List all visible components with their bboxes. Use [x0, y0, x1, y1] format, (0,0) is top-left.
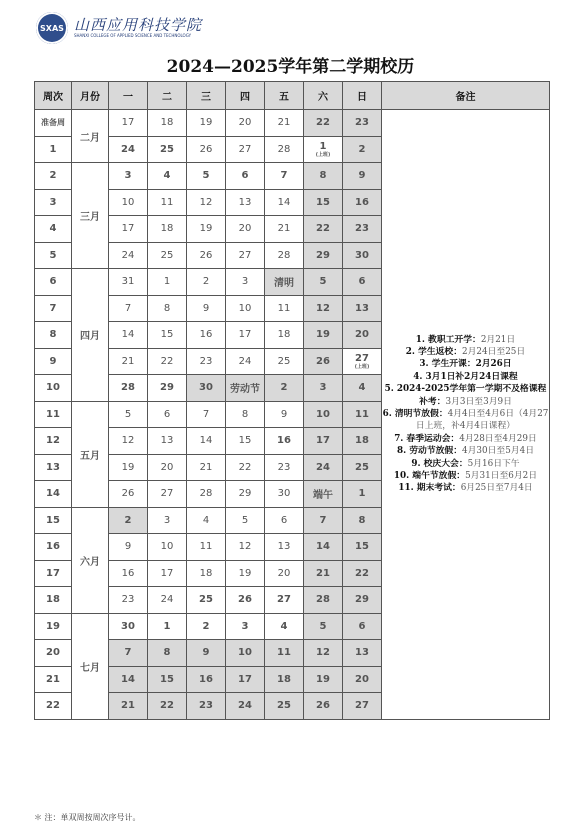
day-cell: 23 [265, 454, 304, 481]
day-cell: 30 [187, 375, 226, 402]
day-cell [343, 348, 382, 375]
day-cell: 7 [304, 507, 343, 534]
month-cell: 二月 [72, 110, 109, 163]
day-cell: 14 [187, 428, 226, 455]
month-cell: 五月 [72, 401, 109, 507]
day-cell: 5 [187, 163, 226, 190]
day-cell: 23 [187, 693, 226, 720]
day-cell: 24 [109, 136, 148, 163]
day-cell: 1 [148, 269, 187, 296]
day-cell: 18 [148, 110, 187, 137]
note-item: 8. 劳动节放假：4月30日至5月4日 [396, 446, 534, 457]
day-cell: 6 [148, 401, 187, 428]
week-cell: 5 [35, 242, 72, 269]
day-cell: 8 [226, 401, 265, 428]
day-cell: 18 [265, 666, 304, 693]
week-cell: 2 [35, 163, 72, 190]
day-cell: 11 [187, 534, 226, 561]
day-cell: 30 [343, 242, 382, 269]
day-cell: 15 [226, 428, 265, 455]
day-cell: 28 [265, 242, 304, 269]
col-header-wed: 三 [187, 82, 226, 110]
day-cell: 15 [343, 534, 382, 561]
day-cell: 26 [304, 693, 343, 720]
day-cell: 6 [265, 507, 304, 534]
day-cell: 13 [265, 534, 304, 561]
day-cell: 11 [148, 189, 187, 216]
day-cell: 22 [304, 216, 343, 243]
table-row [35, 110, 550, 137]
day-cell: 12 [109, 428, 148, 455]
day-cell: 5 [226, 507, 265, 534]
day-cell: 18 [265, 322, 304, 349]
day-cell: 28 [265, 136, 304, 163]
day-cell: 23 [109, 587, 148, 614]
day-cell: 15 [148, 322, 187, 349]
day-cell: 25 [148, 136, 187, 163]
day-number: 1 [319, 140, 327, 152]
day-cell: 8 [148, 295, 187, 322]
day-cell: 27 [265, 587, 304, 614]
day-cell: 21 [187, 454, 226, 481]
day-cell: 13 [343, 640, 382, 667]
day-cell: 25 [148, 242, 187, 269]
day-cell: 10 [109, 189, 148, 216]
logo-text: SXAS [40, 23, 64, 33]
day-cell: 9 [187, 640, 226, 667]
day-cell: 26 [226, 587, 265, 614]
day-cell: 3 [226, 269, 265, 296]
day-cell: 12 [226, 534, 265, 561]
week-cell: 18 [35, 587, 72, 614]
col-header-month: 月份 [72, 82, 109, 110]
week-cell: 3 [35, 189, 72, 216]
day-cell: 13 [148, 428, 187, 455]
day-cell: 28 [304, 587, 343, 614]
day-cell: 29 [226, 481, 265, 508]
day-cell: 20 [226, 110, 265, 137]
day-cell: 21 [109, 693, 148, 720]
day-cell: 10 [304, 401, 343, 428]
note-item: 10. 端午节放假：5月31日至6月2日 [393, 471, 538, 482]
week-cell: 6 [35, 269, 72, 296]
day-cell: 25 [343, 454, 382, 481]
day-cell: 20 [265, 560, 304, 587]
day-cell: 7 [109, 295, 148, 322]
week-cell: 17 [35, 560, 72, 587]
day-cell: 20 [226, 216, 265, 243]
day-cell: 9 [109, 534, 148, 561]
week-cell: 16 [35, 534, 72, 561]
day-cell: 13 [343, 295, 382, 322]
week-cell: 1 [35, 136, 72, 163]
day-cell: 8 [304, 163, 343, 190]
day-cell: 17 [304, 428, 343, 455]
day-cell: 25 [187, 587, 226, 614]
day-cell: 5 [109, 401, 148, 428]
day-cell: 29 [304, 242, 343, 269]
day-cell: 7 [265, 163, 304, 190]
week-cell: 10 [35, 375, 72, 402]
day-cell: 10 [148, 534, 187, 561]
col-header-tue: 二 [148, 82, 187, 110]
day-cell: 14 [109, 322, 148, 349]
school-logo [36, 12, 68, 44]
day-cell: 24 [226, 693, 265, 720]
school-name-block [74, 17, 202, 39]
footnote: ＊ 注：单双周按周次序号计。 [34, 813, 141, 822]
month-cell: 七月 [72, 613, 109, 719]
day-cell: 10 [226, 640, 265, 667]
day-cell: 19 [109, 454, 148, 481]
day-cell: 30 [265, 481, 304, 508]
note-item: 7. 春季运动会：4月28日至4月29日 [394, 433, 537, 444]
day-cell: 26 [109, 481, 148, 508]
day-cell: 2 [187, 613, 226, 640]
day-cell: 6 [226, 163, 265, 190]
day-cell: 12 [187, 189, 226, 216]
day-cell: 8 [148, 640, 187, 667]
day-cell: 22 [343, 560, 382, 587]
week-cell: 22 [35, 693, 72, 720]
day-cell: 劳动节 [226, 375, 265, 402]
day-cell: 3 [226, 613, 265, 640]
calendar-table-wrap [34, 81, 550, 720]
day-cell: 11 [343, 401, 382, 428]
day-cell: 26 [304, 348, 343, 375]
day-cell: 14 [304, 534, 343, 561]
day-cell: 19 [187, 216, 226, 243]
day-cell: 3 [148, 507, 187, 534]
note-item: 1. 教职工开学：2月21日 [415, 334, 516, 345]
day-cell: 27 [343, 693, 382, 720]
week-cell: 21 [35, 666, 72, 693]
header-row [35, 82, 550, 110]
day-cell: 17 [109, 216, 148, 243]
day-cell: 29 [148, 375, 187, 402]
day-cell: 1 [343, 481, 382, 508]
day-cell: 1 [148, 613, 187, 640]
day-cell: 17 [148, 560, 187, 587]
day-cell: 4 [187, 507, 226, 534]
week-cell: 4 [35, 216, 72, 243]
week-cell: 19 [35, 613, 72, 640]
col-header-sun: 日 [343, 82, 382, 110]
school-name: 山西应用科技学院 [74, 16, 203, 34]
month-cell: 六月 [72, 507, 109, 613]
note-item: 6. 清明节放假：4月4日至4月6日（4月27日上班，补4月4日课程） [382, 409, 549, 432]
day-cell: 24 [148, 587, 187, 614]
week-cell: 14 [35, 481, 72, 508]
day-cell: 21 [304, 560, 343, 587]
week-cell: 13 [35, 454, 72, 481]
day-cell: 16 [265, 428, 304, 455]
day-cell: 18 [148, 216, 187, 243]
day-cell: 27 [226, 242, 265, 269]
week-cell: 7 [35, 295, 72, 322]
day-cell: 17 [226, 322, 265, 349]
day-cell: 22 [304, 110, 343, 137]
day-cell: 15 [148, 666, 187, 693]
school-name-en: SHANXI COLLEGE OF APPLIED SCIENCE AND TECHNOLOGY [74, 33, 192, 38]
day-cell: 4 [148, 163, 187, 190]
workday-note: (上班) [315, 151, 331, 158]
day-cell: 2 [265, 375, 304, 402]
day-cell: 25 [265, 693, 304, 720]
day-cell: 23 [187, 348, 226, 375]
day-cell: 23 [343, 110, 382, 137]
day-cell: 5 [304, 269, 343, 296]
workday-note: (上班) [354, 363, 370, 370]
day-cell: 19 [304, 322, 343, 349]
note-item: 9. 校庆大会：5月16日下午 [411, 458, 520, 469]
note-item: 11. 期末考试：6月25日至7月4日 [398, 483, 533, 494]
day-cell: 4 [265, 613, 304, 640]
day-cell: 26 [187, 136, 226, 163]
day-cell: 12 [304, 640, 343, 667]
day-cell: 4 [343, 375, 382, 402]
day-cell: 27 [148, 481, 187, 508]
day-cell: 5 [304, 613, 343, 640]
day-cell: 17 [109, 110, 148, 137]
day-cell: 22 [226, 454, 265, 481]
col-header-sat: 六 [304, 82, 343, 110]
day-cell: 3 [109, 163, 148, 190]
day-cell: 6 [343, 269, 382, 296]
day-cell: 24 [304, 454, 343, 481]
col-header-thu: 四 [226, 82, 265, 110]
day-cell: 27 [226, 136, 265, 163]
day-cell: 18 [343, 428, 382, 455]
day-cell: 18 [187, 560, 226, 587]
note-item: 5. 2024-2025学年第一学期不及格课程补考：3月3日至3月9日 [384, 384, 547, 407]
day-cell: 21 [109, 348, 148, 375]
day-cell: 17 [226, 666, 265, 693]
day-cell: 11 [265, 295, 304, 322]
day-cell: 2 [187, 269, 226, 296]
day-cell: 19 [187, 110, 226, 137]
week-cell: 11 [35, 401, 72, 428]
week-cell: 12 [35, 428, 72, 455]
week-cell: 8 [35, 322, 72, 349]
day-cell: 7 [109, 640, 148, 667]
day-cell: 24 [109, 242, 148, 269]
col-header-fri: 五 [265, 82, 304, 110]
month-cell: 四月 [72, 269, 109, 402]
day-cell: 23 [343, 216, 382, 243]
week-cell: 15 [35, 507, 72, 534]
day-cell: 16 [343, 189, 382, 216]
day-cell: 端午 [304, 481, 343, 508]
day-cell: 22 [148, 348, 187, 375]
school-header [36, 12, 202, 44]
day-cell: 30 [109, 613, 148, 640]
day-cell: 12 [304, 295, 343, 322]
calendar-table [34, 81, 550, 720]
day-cell: 2 [343, 136, 382, 163]
day-cell: 21 [265, 110, 304, 137]
day-cell: 19 [304, 666, 343, 693]
day-cell: 20 [343, 322, 382, 349]
day-cell: 26 [187, 242, 226, 269]
day-cell: 14 [109, 666, 148, 693]
day-cell: 21 [265, 216, 304, 243]
day-cell: 2 [109, 507, 148, 534]
day-cell: 19 [226, 560, 265, 587]
page-title: 2024—2025学年第二学期校历 [166, 57, 415, 77]
day-cell: 14 [265, 189, 304, 216]
day-cell: 22 [148, 693, 187, 720]
day-cell: 11 [265, 640, 304, 667]
day-cell: 9 [343, 163, 382, 190]
day-cell: 15 [304, 189, 343, 216]
day-cell: 3 [304, 375, 343, 402]
day-cell: 28 [187, 481, 226, 508]
note-item: 2. 学生返校：2月24日至25日 [405, 347, 526, 358]
col-header-week: 周次 [35, 82, 72, 110]
day-cell: 28 [109, 375, 148, 402]
day-cell: 9 [265, 401, 304, 428]
day-cell: 13 [226, 189, 265, 216]
day-cell: 6 [343, 613, 382, 640]
day-cell: 清明 [265, 269, 304, 296]
month-cell: 三月 [72, 163, 109, 269]
notes-cell [382, 110, 550, 720]
day-cell: 16 [187, 322, 226, 349]
week-cell: 9 [35, 348, 72, 375]
day-cell: 10 [226, 295, 265, 322]
col-header-notes: 备注 [382, 82, 550, 110]
day-cell: 16 [187, 666, 226, 693]
note-item: 3. 学生开课：2月26日 [419, 359, 512, 370]
day-cell: 24 [226, 348, 265, 375]
day-cell: 20 [343, 666, 382, 693]
day-cell [304, 136, 343, 163]
day-cell: 7 [187, 401, 226, 428]
day-cell: 20 [148, 454, 187, 481]
note-item: 4. 3月1日补2月24日课程 [413, 371, 518, 382]
day-cell: 8 [343, 507, 382, 534]
week-cell: 20 [35, 640, 72, 667]
day-cell: 29 [343, 587, 382, 614]
day-number: 27 [355, 352, 369, 364]
day-cell: 16 [109, 560, 148, 587]
col-header-mon: 一 [109, 82, 148, 110]
day-cell: 9 [187, 295, 226, 322]
week-cell: 准备周 [35, 110, 72, 137]
day-cell: 31 [109, 269, 148, 296]
day-cell: 25 [265, 348, 304, 375]
